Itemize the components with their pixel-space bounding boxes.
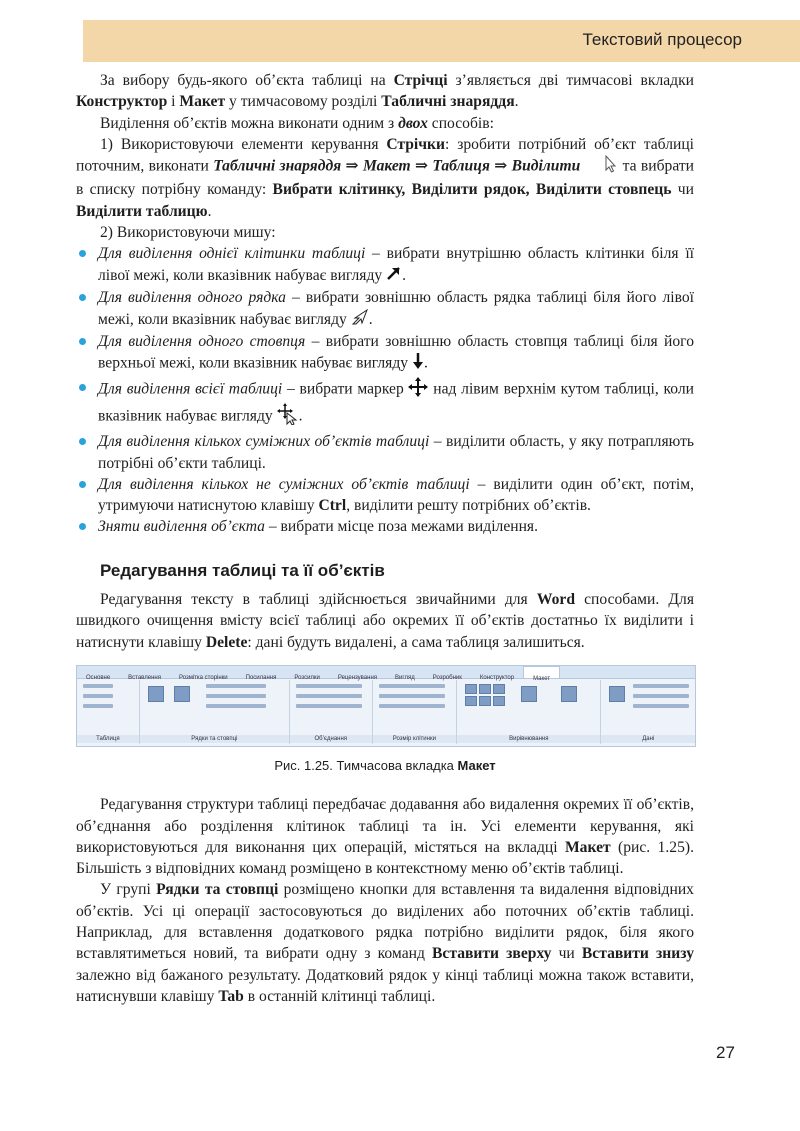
ribbon-groups <box>77 680 695 746</box>
hollow-arrow-icon <box>351 309 369 331</box>
ribbon-tab: Посилання <box>245 674 277 681</box>
section-heading: Редагування таблиці та її об’єктів <box>100 560 385 580</box>
list-item: Для виділення одного стовпця – вибрати зовнішню область стовпця таблиці біля його верхньої межі, коли вказівник набуває вигляду . <box>76 331 694 377</box>
figure-caption: Рис. 1.25. Тимчасова вкладка Макет <box>274 757 496 773</box>
ribbon-tab: Розсилки <box>294 674 320 681</box>
ribbon-group-caption: Таблиця <box>77 735 139 743</box>
list-item: Для виділення кількох суміжних об’єктів таблиці – виділити область, у яку потрапляють потрібні об’єкти таблиці. <box>76 431 694 474</box>
diagonal-arrow-icon <box>386 265 402 287</box>
ribbon-group-caption: Рядки та стовпці <box>140 735 289 743</box>
ribbon-tabs <box>77 666 695 682</box>
paragraph: У групі Рядки та стовпці розміщено кнопки для вставлення та видалення відповідних об’єктів. Усі ці операції застосовуються до виділених або поточних об’єктів таблиці. Наприклад, для вставлення додаткового рядка потрібно виділити рядок, біля якого вставлятиметься новий, та вибрати одну з команд Вставити зверху чи Вставити знизу залежно від бажаного результату. Додатковий рядок у кінці таблиці можна також вставити, натиснувши клавішу Tab в останній клітинці таблиці. <box>76 881 695 1005</box>
page-number: 27 <box>716 1043 735 1062</box>
paragraph: Редагування структури таблиці передбачає додавання або видалення окремих її об’єктів, об’єднання або розділення клітинок таблиці та ін. Усі елементи керування, які використовуються для виконання цих операцій, містяться на вкладці Макет (рис. 1.25). Більшість з відповідних команд розміщено в контекстному меню об’єктів таблиці. <box>76 796 694 878</box>
ribbon-tab: Конструктор <box>479 674 515 681</box>
list-item: Для виділення всієї таблиці – вибрати маркер над лівим верхнім кутом таблиці, коли вказівник набуває вигляду . <box>76 377 694 432</box>
ribbon-group-caption: Дані <box>601 735 695 743</box>
ribbon-tab: Розмітка сторінки <box>178 674 228 681</box>
ribbon-tab: Вставлення <box>128 674 161 681</box>
list-item: Для виділення кількох не суміжних об’єктів таблиці – виділити один об’єкт, потім, утримуючи натиснутою клавішу Ctrl, виділити решту потрібних об’єктів. <box>76 474 694 517</box>
ribbon-group <box>457 680 601 744</box>
paragraph: За вибору будь-якого об’єкта таблиці на Стрічці з’являється дві тимчасові вкладки Конструктор і Макет у тимчасовому розділі Табличні знаряддя. <box>76 72 694 111</box>
list-item: Для виділення однієї клітинки таблиці – вибрати внутрішню область клітинки біля її лівої межі, коли вказівник набуває вигляду . <box>76 243 694 287</box>
ribbon-group <box>140 680 290 744</box>
move-handle-icon <box>408 377 428 403</box>
ribbon-group <box>601 680 695 744</box>
bullet-list <box>76 243 694 537</box>
paragraph: Редагування тексту в таблиці здійснюється звичайними для Word способами. Для швидкого очищення вмісту всієї таблиці або окремих її об’єктів достатньо їх виділити і натиснути клавішу Delete: дані будуть видалені, а сама таблиця залишиться. <box>76 591 694 651</box>
paragraph: 2) Використовуючи мишу: <box>100 224 276 242</box>
ribbon-group <box>290 680 373 744</box>
down-arrow-icon <box>412 352 424 376</box>
ribbon-group <box>77 680 140 744</box>
ribbon-tab: Вигляд <box>395 674 415 681</box>
page-content <box>76 70 694 1007</box>
ribbon-tab-active: Макет <box>523 666 560 678</box>
cursor-arrow-icon <box>580 155 618 179</box>
ribbon-group <box>373 680 458 744</box>
ribbon-tab: Розробник <box>432 674 462 681</box>
pointer-move-icon <box>277 403 299 431</box>
ribbon-group-caption: Розмір клітинки <box>373 735 457 743</box>
paragraph: 1) Використовуючи елементи керування Стрічки: зробити потрібний об’єкт таблиці поточним, виконати Табличні знаряддя ⇒ Макет ⇒ Таблиця ⇒ Виділити та вибрати в списку потрібну команду: Вибрати клітинку, Виділити рядок, Виділити стовпець чи Виділити таблицю. <box>76 135 695 220</box>
ribbon-group-caption: Об’єднання <box>290 735 372 743</box>
ribbon-tab: Рецензування <box>337 674 378 681</box>
ribbon-group-caption: Вирівнювання <box>457 735 600 743</box>
list-item: Зняти виділення об’єкта – вибрати місце поза межами виділення. <box>76 516 694 537</box>
ribbon-figure <box>76 665 696 747</box>
paragraph: Виділення об’єктів можна виконати одним з двох способів: <box>100 114 494 132</box>
list-item: Для виділення одного рядка – вибрати зовнішню область рядка таблиці біля його лівої межі, коли вказівник набуває вигляду . <box>76 287 694 331</box>
ribbon-tab: Основне <box>86 674 111 681</box>
page-header-title: Текстовий процесор <box>582 30 742 49</box>
